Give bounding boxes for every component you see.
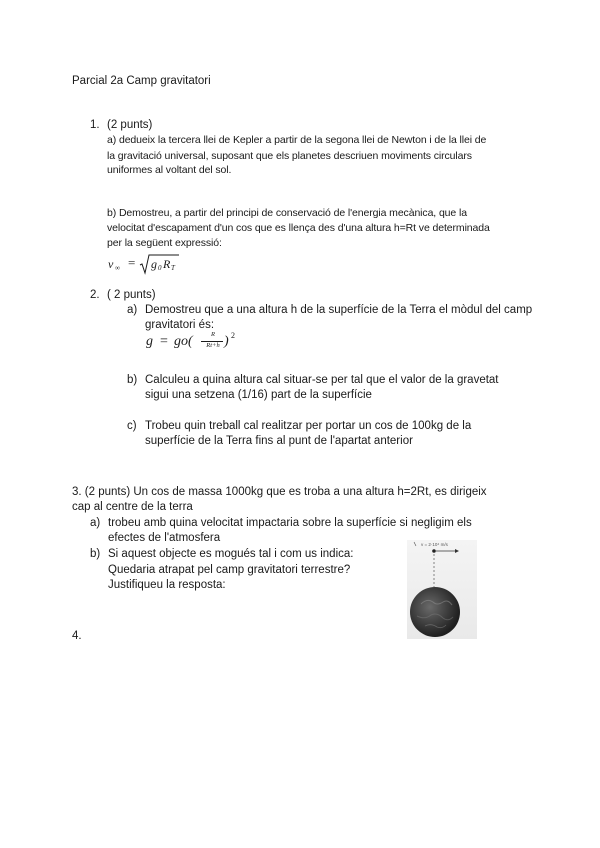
- formula2-numerator: R: [211, 331, 215, 338]
- q3a-marker: a): [90, 517, 101, 529]
- q2b-line-2: sigui una setzena (1/16) part de la superfície: [145, 389, 372, 401]
- formula-v: v: [108, 257, 114, 271]
- q3a-line-2: efectes de l'atmosfera: [108, 532, 221, 544]
- q2b-marker: b): [127, 374, 138, 386]
- q3-line-1: 3. (2 punts) Un cos de massa 1000kg que es troba a una altura h=2Rt, es dirigeix: [72, 486, 487, 498]
- q3-line-2: cap al centre de la terra: [72, 501, 193, 513]
- q1-number: 1.: [90, 119, 100, 131]
- q1a-line-3: uniformes al voltant del sol.: [107, 164, 232, 176]
- q2-number: 2.: [90, 289, 100, 301]
- escape-velocity-formula: [108, 252, 188, 278]
- earth-figure-drawing: [407, 540, 477, 639]
- formula-equals: =: [128, 255, 136, 270]
- q2-points: ( 2 punts): [107, 289, 156, 301]
- q4-number: 4.: [72, 630, 82, 642]
- formula-R: R: [163, 257, 171, 271]
- formula-g: g: [151, 257, 157, 271]
- q3b-marker: b): [90, 548, 101, 560]
- formula2-denominator: Rt+h: [206, 342, 220, 349]
- q3b-line-1: Si aquest objecte es mogués tal i com us indica:: [108, 548, 354, 560]
- q2a-marker: a): [127, 304, 138, 316]
- q3b-line-2: Quedaria atrapat pel camp gravitatori terrestre?: [108, 564, 351, 576]
- document-title: Parcial 2a Camp gravitatori: [72, 75, 211, 87]
- earth-figure: [407, 540, 477, 639]
- q2a-line-1: Demostreu que a una altura h de la superfície de la Terra el mòdul del camp: [145, 304, 533, 316]
- q1a-line-1: a) dedueix la tercera llei de Kepler a partir de la segona llei de Newton i de la llei de: [107, 134, 487, 146]
- q2c-marker: c): [127, 420, 137, 432]
- formula-v-sub: ∞: [115, 264, 120, 272]
- q2a-line-2: gravitatori és:: [145, 319, 215, 331]
- formula2-close: ): [224, 334, 229, 349]
- formula2-exponent: 2: [231, 331, 235, 340]
- q2b-line-1: Calculeu a quina altura cal situar-se per tal que el valor de la gravetat: [145, 374, 499, 386]
- formula2-go: go(: [174, 334, 193, 349]
- q1a-line-2: la gravitació universal, suposant que els planetes descriuen moviments circulars: [107, 150, 472, 162]
- formula2-equals: =: [160, 334, 168, 349]
- q1-points: (2 punts): [107, 119, 153, 131]
- q2c-line-1: Trobeu quin treball cal realitzar per portar un cos de 100kg de la: [145, 420, 472, 432]
- gravity-height-formula: [146, 330, 246, 358]
- q2c-line-2: superfície de la Terra fins al punt de l'apartat anterior: [145, 435, 413, 447]
- q1b-line-1: b) Demostreu, a partir del principi de conservació de l'energia mecànica, que la: [107, 207, 467, 219]
- formula-g-sub: 0: [158, 264, 162, 272]
- formula-R-sub: T: [171, 264, 175, 272]
- figure-velocity-label: v = 2·10⁴ m/s: [421, 542, 448, 547]
- q3a-line-1: trobeu amb quina velocitat impactaria sobre la superfície si negligim els: [108, 517, 472, 529]
- q3b-line-3: Justifiqueu la resposta:: [108, 579, 226, 591]
- q1b-line-3: per la següent expressió:: [107, 237, 222, 249]
- q1b-line-2: velocitat d'escapament d'un cos que es llença des d'una altura h=Rt ve determinada: [107, 222, 490, 234]
- formula2-g: g: [146, 334, 153, 349]
